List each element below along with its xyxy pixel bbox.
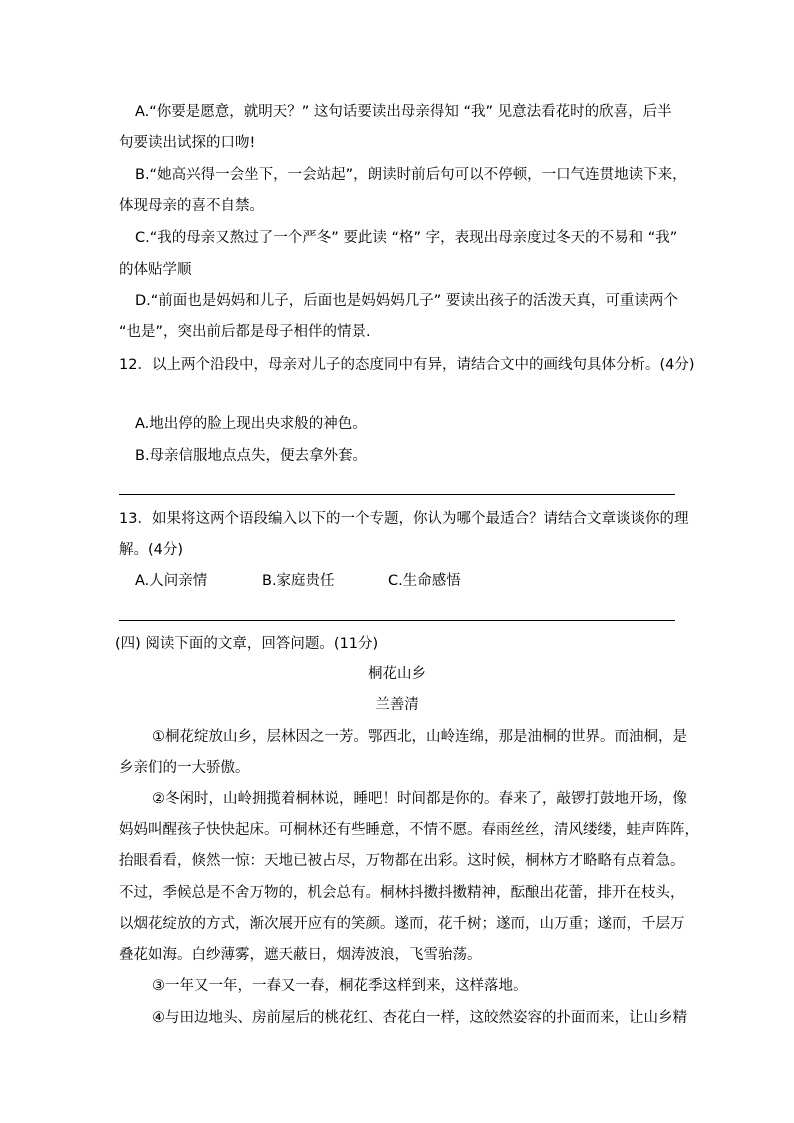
q12-sentence-a: A.地出停的脸上现出央求般的神色。 bbox=[135, 416, 367, 432]
article-title: 桐花山乡 bbox=[368, 666, 426, 682]
section-heading: (四) 阅读下面的文章，回答问题。(11分) bbox=[115, 636, 379, 652]
paragraph-2-line: 妈妈叫醒孩子快快起床。可桐林还有些睡意，不情不愿。春雨丝丝，清风缕缕，蛙声阵阵， bbox=[119, 822, 699, 838]
paragraph-3-line: ③一年又一年，一春又一春，桐花季这样到来，这样落地。 bbox=[152, 978, 528, 994]
paragraph-2-line: 抬眼看看，倏然一惊：天地已被占尽，万物都在出彩。这时候，桐林方才略略有点着急。 bbox=[119, 853, 685, 869]
q13-option-b: B.家庭贵任 bbox=[262, 573, 335, 589]
paragraph-2-line: 不过，季候总是不舍万物的，机会总有。桐林抖擞抖擞精神，酝酿出花蕾，排开在枝头， bbox=[119, 885, 685, 901]
q13-option-a: A.人问亲情 bbox=[135, 573, 208, 589]
answer-line bbox=[119, 620, 675, 621]
option-c-line2: 的体贴学顺 bbox=[119, 262, 192, 278]
q13-line1: 13．如果将这两个语段编入以下的一个专题，你认为哪个最适合？请结合文章谈谈你的理 bbox=[119, 511, 689, 527]
q12-text: 12．以上两个沿段中，母亲对儿子的态度同中有异，请结合文中的画线句具体分析。(4分) bbox=[119, 357, 695, 373]
paragraph-1-line: 乡亲们的一大骄傲。 bbox=[119, 760, 250, 776]
option-a-line2: 句要读出试探的口吻! bbox=[119, 135, 256, 151]
option-b-line2: 体现母亲的喜不自禁。 bbox=[119, 198, 264, 214]
article-author: 兰善清 bbox=[375, 697, 419, 713]
paragraph-1-line: ①桐花绽放山乡，层林因之一芳。鄂西北，山岭连绵，那是油桐的世界。而油桐，是 bbox=[152, 729, 687, 745]
paragraph-4-line: ④与田边地头、房前屋后的桃花红、杏花白一样，这皎然姿容的扑面而来，让山乡精 bbox=[152, 1010, 687, 1026]
option-d-line2: “也是”，突出前后都是母子相伴的情景. bbox=[119, 324, 371, 340]
option-b-line1: B.“她高兴得一会坐下，一会站起”，朗读时前后句可以不停顿，一口气连贯地读下来， bbox=[135, 167, 687, 183]
option-d-line1: D.“前面也是妈妈和儿子，后面也是妈妈妈几子” 要读出孩子的活泼天真，可重读两个 bbox=[135, 293, 678, 309]
paragraph-2-line: ②冬闲时，山岭拥揽着桐林说，睡吧！时间都是你的。春来了，敲锣打鼓地开场，像 bbox=[152, 791, 687, 807]
paragraph-2-line: 叠花如海。白纱薄雾，遮天蔽日，烟涛波浪，飞雪骀荡。 bbox=[119, 947, 482, 963]
answer-line bbox=[119, 494, 675, 495]
option-a-line1: A.“你要是愿意，就明天？” 这句话要读出母亲得知 “我” 见意法看花时的欣喜，后半 bbox=[135, 104, 672, 120]
paragraph-2-line: 以烟花绽放的方式，渐次展开应有的笑颜。遂而，花千树；遂而，山万重；遂而，千层万 bbox=[119, 916, 685, 932]
q13-line2: 解。(4分) bbox=[119, 542, 184, 558]
q12-sentence-b: B.母亲信服地点点失，便去拿外套。 bbox=[135, 448, 368, 464]
q13-option-c: C.生命感悟 bbox=[388, 573, 461, 589]
option-c-line1: C.“我的母亲又熬过了一个严冬” 要此读 “格” 字，表现出母亲度过冬天的不易和 “我” bbox=[135, 230, 678, 246]
